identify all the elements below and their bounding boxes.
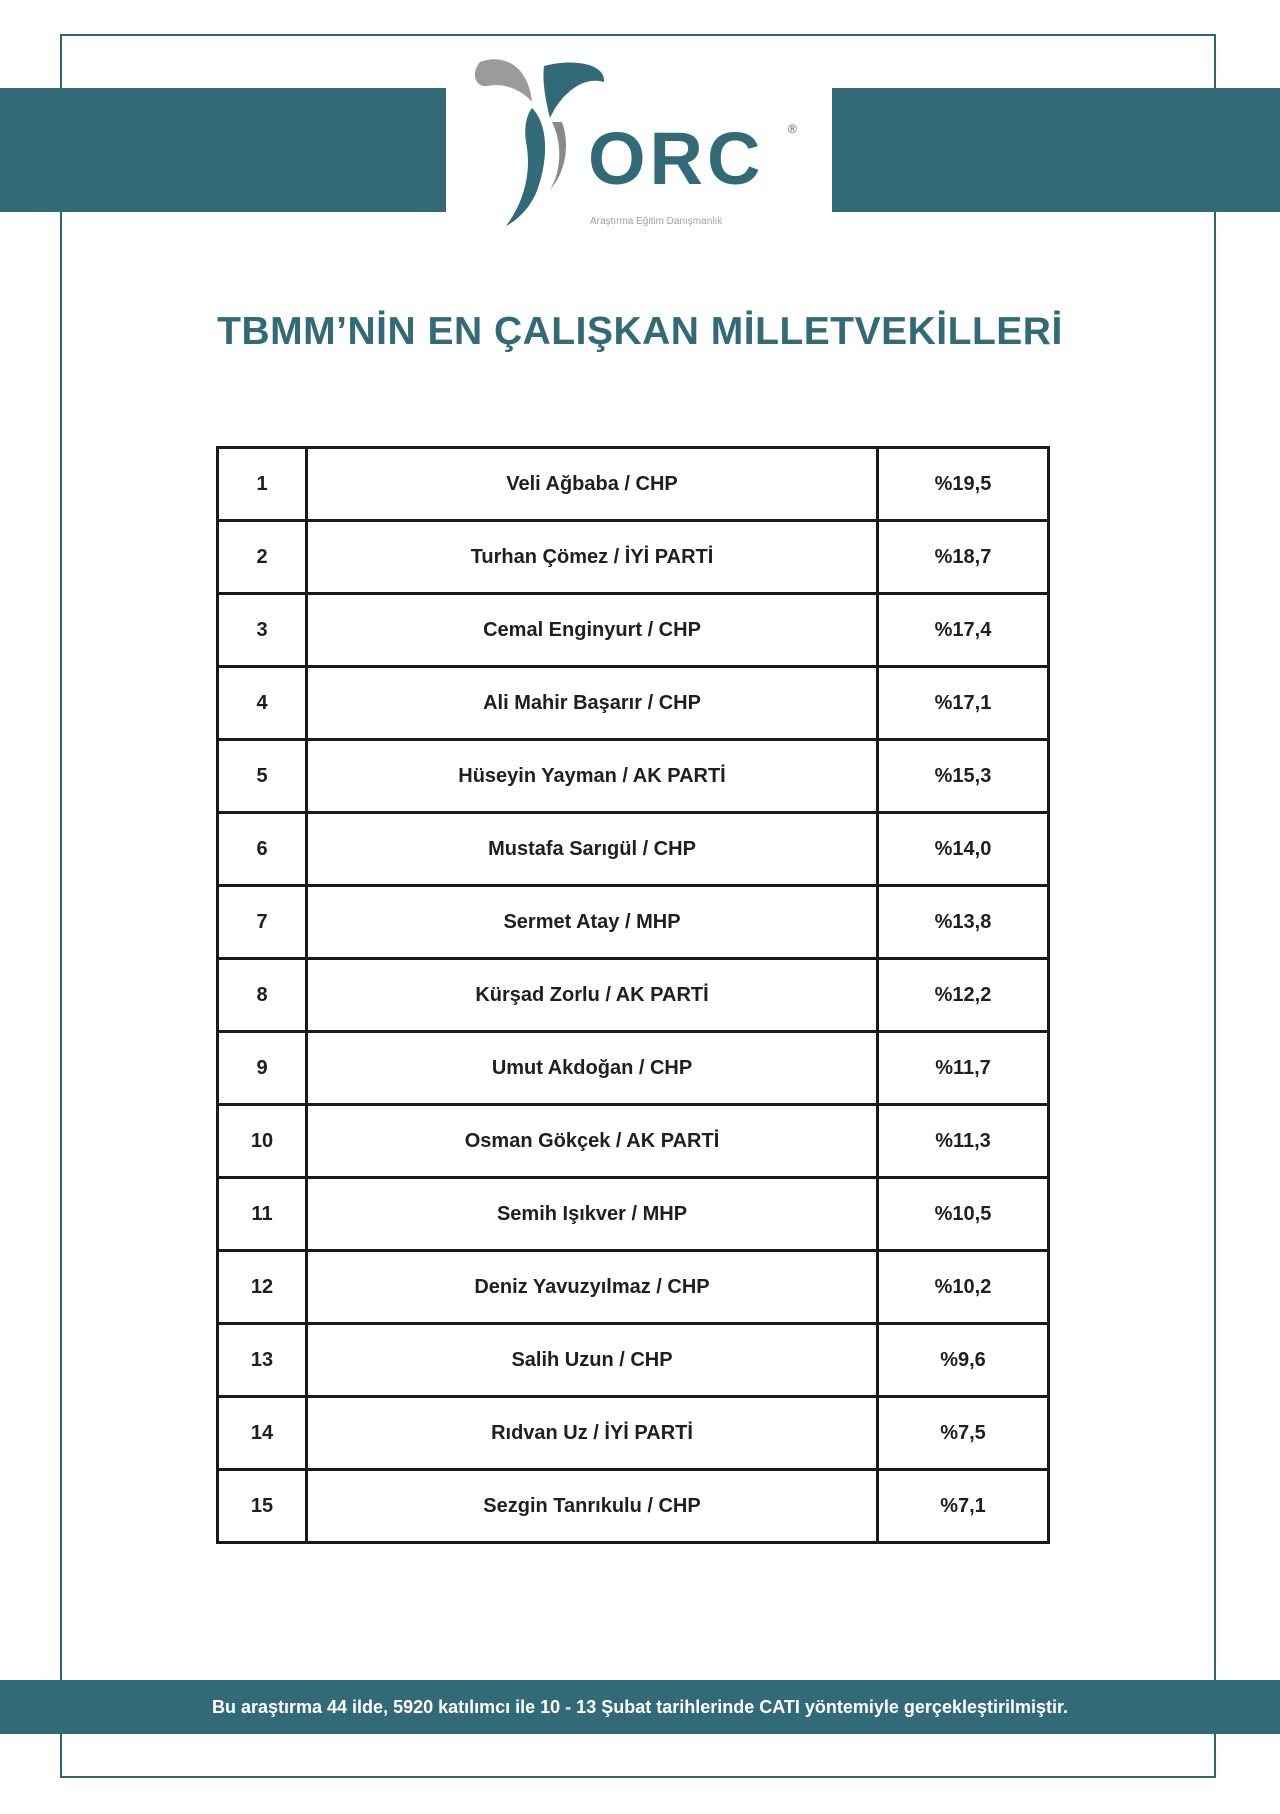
page-title: TBMM’NİN EN ÇALIŞKAN MİLLETVEKİLLERİ bbox=[217, 310, 1063, 353]
rank-cell: 3 bbox=[218, 594, 307, 667]
rank-cell: 13 bbox=[218, 1324, 307, 1397]
percent-cell: %10,2 bbox=[878, 1251, 1049, 1324]
rank-cell: 6 bbox=[218, 813, 307, 886]
name-cell: Mustafa Sarıgül / CHP bbox=[307, 813, 878, 886]
percent-cell: %15,3 bbox=[878, 740, 1049, 813]
percent-cell: %19,5 bbox=[878, 448, 1049, 521]
table-row bbox=[218, 959, 1049, 1032]
rank-cell: 7 bbox=[218, 886, 307, 959]
name-cell: Hüseyin Yayman / AK PARTİ bbox=[307, 740, 878, 813]
header-band-right bbox=[832, 88, 1280, 212]
table-row bbox=[218, 667, 1049, 740]
table-row bbox=[218, 1251, 1049, 1324]
table-row bbox=[218, 448, 1049, 521]
name-cell: Sermet Atay / MHP bbox=[307, 886, 878, 959]
name-cell: Ali Mahir Başarır / CHP bbox=[307, 667, 878, 740]
rank-cell: 14 bbox=[218, 1397, 307, 1470]
rank-cell: 1 bbox=[218, 448, 307, 521]
name-cell: Turhan Çömez / İYİ PARTİ bbox=[307, 521, 878, 594]
table-row bbox=[218, 886, 1049, 959]
table-row bbox=[218, 1178, 1049, 1251]
percent-cell: %13,8 bbox=[878, 886, 1049, 959]
footer-note: Bu araştırma 44 ilde, 5920 katılımcı ile 10 - 13 Şubat tarihlerinde CATI yöntemiyle gerçekleştirilmiştir. bbox=[0, 1680, 1280, 1734]
name-cell: Sezgin Tanrıkulu / CHP bbox=[307, 1470, 878, 1543]
registered-mark: ® bbox=[788, 122, 797, 136]
rank-cell: 15 bbox=[218, 1470, 307, 1543]
orc-logo bbox=[466, 52, 810, 232]
rank-cell: 2 bbox=[218, 521, 307, 594]
table-row bbox=[218, 740, 1049, 813]
name-cell: Rıdvan Uz / İYİ PARTİ bbox=[307, 1397, 878, 1470]
table-row bbox=[218, 1032, 1049, 1105]
percent-cell: %10,5 bbox=[878, 1178, 1049, 1251]
percent-cell: %18,7 bbox=[878, 521, 1049, 594]
percent-cell: %7,1 bbox=[878, 1470, 1049, 1543]
name-cell: Kürşad Zorlu / AK PARTİ bbox=[307, 959, 878, 1032]
percent-cell: %7,5 bbox=[878, 1397, 1049, 1470]
name-cell: Umut Akdoğan / CHP bbox=[307, 1032, 878, 1105]
table-row bbox=[218, 1324, 1049, 1397]
rank-cell: 9 bbox=[218, 1032, 307, 1105]
ranking-table bbox=[216, 446, 1050, 1544]
percent-cell: %11,3 bbox=[878, 1105, 1049, 1178]
percent-cell: %17,4 bbox=[878, 594, 1049, 667]
rank-cell: 11 bbox=[218, 1178, 307, 1251]
name-cell: Cemal Enginyurt / CHP bbox=[307, 594, 878, 667]
name-cell: Salih Uzun / CHP bbox=[307, 1324, 878, 1397]
header-band-left bbox=[0, 88, 446, 212]
rank-cell: 4 bbox=[218, 667, 307, 740]
percent-cell: %14,0 bbox=[878, 813, 1049, 886]
name-cell: Osman Gökçek / AK PARTİ bbox=[307, 1105, 878, 1178]
table-row bbox=[218, 1470, 1049, 1543]
logo-text: ORC bbox=[588, 117, 765, 200]
table-row bbox=[218, 1105, 1049, 1178]
rank-cell: 10 bbox=[218, 1105, 307, 1178]
name-cell: Deniz Yavuzyılmaz / CHP bbox=[307, 1251, 878, 1324]
table-row bbox=[218, 521, 1049, 594]
rank-cell: 5 bbox=[218, 740, 307, 813]
table-row bbox=[218, 1397, 1049, 1470]
rank-cell: 8 bbox=[218, 959, 307, 1032]
rank-cell: 12 bbox=[218, 1251, 307, 1324]
percent-cell: %12,2 bbox=[878, 959, 1049, 1032]
percent-cell: %9,6 bbox=[878, 1324, 1049, 1397]
name-cell: Veli Ağbaba / CHP bbox=[307, 448, 878, 521]
table-row bbox=[218, 594, 1049, 667]
percent-cell: %17,1 bbox=[878, 667, 1049, 740]
percent-cell: %11,7 bbox=[878, 1032, 1049, 1105]
table-row bbox=[218, 813, 1049, 886]
name-cell: Semih Işıkver / MHP bbox=[307, 1178, 878, 1251]
logo-tagline: Araştırma Eğitim Danışmanlık bbox=[590, 216, 723, 227]
